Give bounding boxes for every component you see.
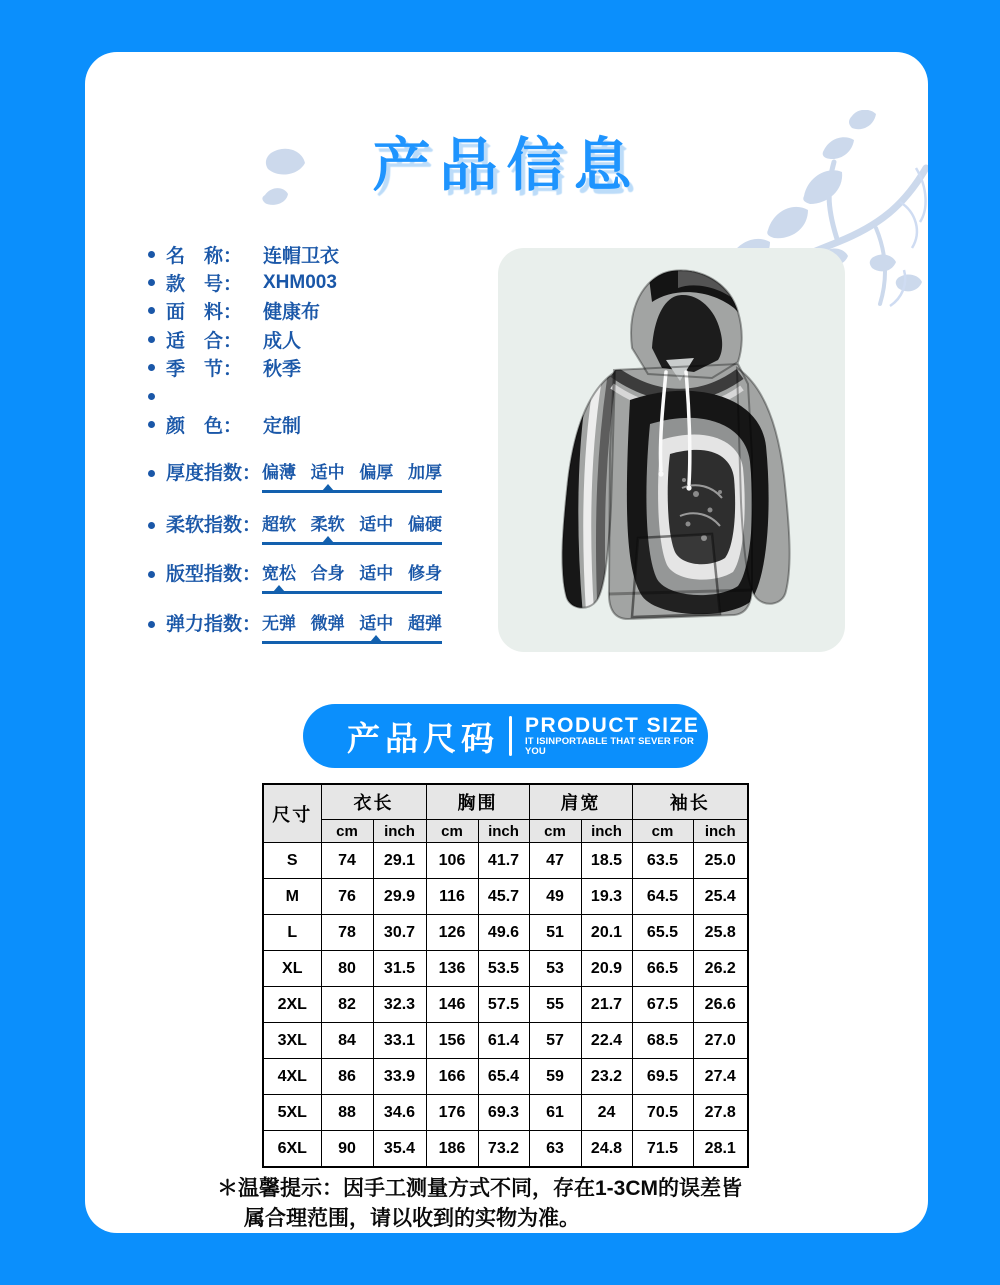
- col-group-chest: 胸围: [426, 784, 529, 820]
- value-cell: 29.1: [373, 843, 426, 879]
- product-card: [85, 52, 928, 1233]
- detail-label: 适 合：: [166, 330, 243, 352]
- bullet-icon: [148, 571, 155, 578]
- index-option: 合身: [310, 564, 345, 583]
- table-row: [263, 1023, 748, 1059]
- value-cell: 51: [529, 915, 581, 951]
- value-cell: 69.3: [478, 1095, 529, 1131]
- value-cell: 65.5: [632, 915, 693, 951]
- value-cell: 73.2: [478, 1131, 529, 1168]
- size-cell: M: [263, 879, 321, 915]
- value-cell: 57.5: [478, 987, 529, 1023]
- value-cell: 25.0: [693, 843, 748, 879]
- value-cell: 156: [426, 1023, 478, 1059]
- index-option: 适中: [359, 613, 393, 641]
- value-cell: 90: [321, 1131, 373, 1168]
- index-option: 加厚: [407, 463, 442, 482]
- detail-label: 款 号：: [166, 274, 243, 296]
- bullet-icon: [148, 307, 155, 314]
- index-option: 偏厚: [359, 463, 394, 482]
- index-row-elasticity: [148, 613, 442, 644]
- bullet-icon: [148, 279, 155, 286]
- size-cell: 5XL: [263, 1095, 321, 1131]
- value-cell: 53.5: [478, 951, 529, 987]
- value-cell: 82: [321, 987, 373, 1023]
- index-options: [262, 514, 442, 545]
- product-image: [498, 248, 845, 652]
- value-cell: 106: [426, 843, 478, 879]
- table-row: [263, 915, 748, 951]
- value-cell: 59: [529, 1059, 581, 1095]
- size-cell: 6XL: [263, 1131, 321, 1168]
- value-cell: 166: [426, 1059, 478, 1095]
- detail-item-fabric: [148, 297, 488, 325]
- value-cell: 47: [529, 843, 581, 879]
- details-list: [148, 240, 488, 439]
- value-cell: 24: [581, 1095, 632, 1131]
- detail-item-season: [148, 354, 488, 382]
- unit-header: inch: [478, 820, 529, 843]
- value-cell: 68.5: [632, 1023, 693, 1059]
- unit-header: cm: [321, 820, 373, 843]
- size-cell: L: [263, 915, 321, 951]
- detail-value: 连帽卫衣: [263, 245, 340, 267]
- detail-item-style-no: [148, 268, 488, 296]
- detail-label: 季 节：: [166, 359, 243, 381]
- index-option: 微弹: [310, 614, 345, 633]
- size-cell: 4XL: [263, 1059, 321, 1095]
- value-cell: 30.7: [373, 915, 426, 951]
- bullet-icon: [148, 522, 155, 529]
- bullet-icon: [148, 251, 155, 258]
- value-cell: 27.0: [693, 1023, 748, 1059]
- value-cell: 28.1: [693, 1131, 748, 1168]
- value-cell: 18.5: [581, 843, 632, 879]
- note-line: ＊温馨提示：因手工测量方式不同，存在1-3CM的误差皆: [217, 1177, 743, 1200]
- size-cell: XL: [263, 951, 321, 987]
- value-cell: 67.5: [632, 987, 693, 1023]
- unit-header: cm: [529, 820, 581, 843]
- banner-title-cn: 产品尺码: [347, 719, 499, 757]
- col-group-shoulder: 肩宽: [529, 784, 632, 820]
- detail-value: 健康布: [263, 302, 321, 324]
- value-cell: 53: [529, 951, 581, 987]
- bullet-icon: [148, 421, 155, 428]
- table-row: [263, 1131, 748, 1168]
- index-option: 超弹: [407, 614, 442, 633]
- value-cell: 20.9: [581, 951, 632, 987]
- unit-header: inch: [373, 820, 426, 843]
- value-cell: 136: [426, 951, 478, 987]
- value-cell: 23.2: [581, 1059, 632, 1095]
- index-options: [262, 563, 442, 594]
- hoodie-graphic: [498, 248, 845, 652]
- index-option: 修身: [407, 564, 442, 583]
- value-cell: 27.8: [693, 1095, 748, 1131]
- table-row: [263, 987, 748, 1023]
- value-cell: 74: [321, 843, 373, 879]
- table-row: [263, 1059, 748, 1095]
- value-cell: 57: [529, 1023, 581, 1059]
- value-cell: 26.2: [693, 951, 748, 987]
- value-cell: 126: [426, 915, 478, 951]
- value-cell: 24.8: [581, 1131, 632, 1168]
- note-line: 属合理范围，请以收到的实物为准。: [244, 1207, 580, 1230]
- divider: [509, 716, 512, 756]
- product-size-banner: [303, 704, 708, 768]
- detail-label: 颜 色：: [166, 416, 243, 438]
- index-options: [262, 613, 442, 644]
- detail-item-empty: [148, 382, 488, 410]
- value-cell: 61.4: [478, 1023, 529, 1059]
- bullet-icon: [148, 393, 155, 400]
- value-cell: 25.8: [693, 915, 748, 951]
- index-option: 无弹: [262, 614, 296, 633]
- value-cell: 35.4: [373, 1131, 426, 1168]
- unit-header: cm: [426, 820, 478, 843]
- index-option: 宽松: [262, 563, 296, 591]
- value-cell: 49.6: [478, 915, 529, 951]
- index-option: 偏硬: [407, 515, 442, 534]
- value-cell: 186: [426, 1131, 478, 1168]
- index-label: 版型指数：: [166, 564, 262, 585]
- detail-item-name: [148, 240, 488, 268]
- table-row: [263, 843, 748, 879]
- size-cell: 3XL: [263, 1023, 321, 1059]
- value-cell: 70.5: [632, 1095, 693, 1131]
- index-option: 适中: [311, 462, 345, 490]
- detail-item-color: [148, 410, 488, 438]
- detail-label: 名 称：: [166, 245, 243, 267]
- size-cell: 2XL: [263, 987, 321, 1023]
- value-cell: 66.5: [632, 951, 693, 987]
- index-option: 适中: [359, 515, 394, 534]
- value-cell: 32.3: [373, 987, 426, 1023]
- index-options: [262, 462, 442, 493]
- bullet-icon: [148, 336, 155, 343]
- value-cell: 61: [529, 1095, 581, 1131]
- value-cell: 21.7: [581, 987, 632, 1023]
- table-row: [263, 951, 748, 987]
- size-table: [262, 783, 749, 1168]
- value-cell: 26.6: [693, 987, 748, 1023]
- value-cell: 146: [426, 987, 478, 1023]
- index-label: 柔软指数：: [166, 515, 262, 536]
- bullet-icon: [148, 621, 155, 628]
- value-cell: 84: [321, 1023, 373, 1059]
- value-cell: 176: [426, 1095, 478, 1131]
- value-cell: 86: [321, 1059, 373, 1095]
- banner-title-en: PRODUCT SIZE: [525, 714, 700, 737]
- value-cell: 33.9: [373, 1059, 426, 1095]
- value-cell: 49: [529, 879, 581, 915]
- table-row: [263, 879, 748, 915]
- value-cell: 63.5: [632, 843, 693, 879]
- page-title: 产品信息: [372, 133, 641, 198]
- detail-value: 定制: [263, 416, 302, 438]
- bullet-icon: [148, 364, 155, 371]
- detail-value: 成人: [263, 330, 302, 352]
- index-option: 超软: [262, 515, 296, 534]
- index-label: 弹力指数：: [166, 614, 262, 635]
- value-cell: 45.7: [478, 879, 529, 915]
- unit-header: inch: [693, 820, 748, 843]
- unit-header: inch: [581, 820, 632, 843]
- index-row-thickness: [148, 462, 442, 493]
- value-cell: 116: [426, 879, 478, 915]
- value-cell: 78: [321, 915, 373, 951]
- col-group-length: 衣长: [321, 784, 426, 820]
- value-cell: 69.5: [632, 1059, 693, 1095]
- value-cell: 25.4: [693, 879, 748, 915]
- detail-value: 秋季: [263, 359, 302, 381]
- value-cell: 80: [321, 951, 373, 987]
- detail-value: XHM003: [263, 271, 337, 293]
- value-cell: 88: [321, 1095, 373, 1131]
- value-cell: 27.4: [693, 1059, 748, 1095]
- value-cell: 71.5: [632, 1131, 693, 1168]
- banner-tagline: IT ISINPORTABLE THAT SEVER FOR YOU: [525, 736, 694, 758]
- value-cell: 34.6: [373, 1095, 426, 1131]
- index-option: 适中: [359, 564, 394, 583]
- index-label: 厚度指数：: [166, 463, 262, 484]
- index-option: 柔软: [311, 514, 345, 542]
- index-row-softness: [148, 514, 442, 545]
- bullet-icon: [148, 470, 155, 477]
- index-row-cut: [148, 563, 442, 594]
- value-cell: 29.9: [373, 879, 426, 915]
- value-cell: 65.4: [478, 1059, 529, 1095]
- value-cell: 20.1: [581, 915, 632, 951]
- value-cell: 41.7: [478, 843, 529, 879]
- value-cell: 31.5: [373, 951, 426, 987]
- value-cell: 19.3: [581, 879, 632, 915]
- detail-label: 面 料：: [166, 302, 243, 324]
- col-group-sleeve: 袖长: [632, 784, 748, 820]
- unit-header: cm: [632, 820, 693, 843]
- col-header-size: 尺寸: [263, 784, 321, 843]
- index-option: 偏薄: [262, 463, 296, 482]
- value-cell: 22.4: [581, 1023, 632, 1059]
- detail-item-fit-for: [148, 325, 488, 353]
- value-cell: 63: [529, 1131, 581, 1168]
- measurement-note: [217, 1174, 857, 1233]
- size-cell: S: [263, 843, 321, 879]
- value-cell: 33.1: [373, 1023, 426, 1059]
- value-cell: 64.5: [632, 879, 693, 915]
- table-row: [263, 1095, 748, 1131]
- value-cell: 76: [321, 879, 373, 915]
- value-cell: 55: [529, 987, 581, 1023]
